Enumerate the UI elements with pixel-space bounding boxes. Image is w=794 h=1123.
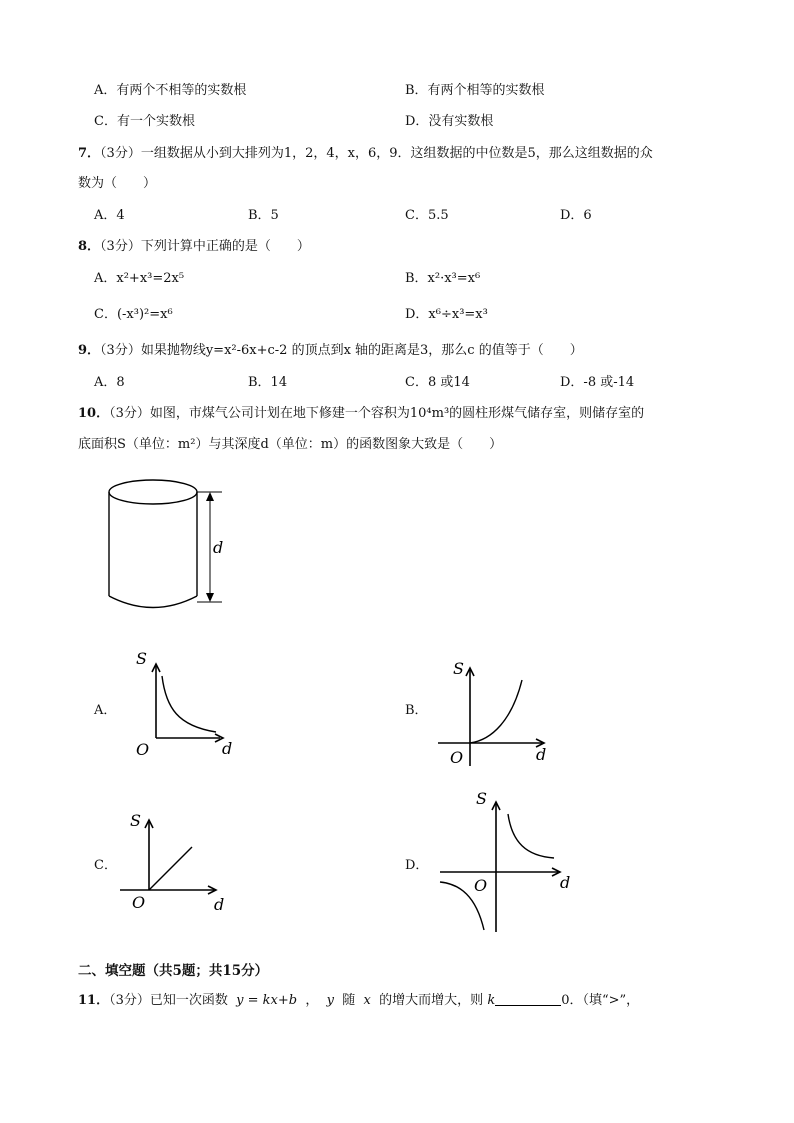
q11-text-post: 0．（填“>”， xyxy=(561,993,640,1008)
graph-b-origin-label: O xyxy=(450,748,464,767)
q10-option-a: A． xyxy=(94,703,117,718)
graph-c-origin-label: O xyxy=(132,893,146,912)
q11-text-mid: 的增大而增大，则 xyxy=(379,993,484,1008)
q8-score: （3分） xyxy=(100,239,141,254)
q7-text-line1: 一组数据从小到大排列为1，2，4，x，6，9．这组数据的中位数是5，那么这组数据的众 xyxy=(140,146,653,161)
q11-comma: ， xyxy=(305,993,319,1008)
q10-option-b: B． xyxy=(405,703,428,718)
graph-a-s-label: S xyxy=(136,649,147,668)
cylinder-top-ellipse xyxy=(109,480,197,504)
q8-option-a: A．x²+x³=2x⁵ xyxy=(94,271,185,286)
q11-var-y: y xyxy=(326,993,334,1008)
q10-stem xyxy=(78,406,644,422)
graph-d xyxy=(434,786,584,936)
graph-d-origin-label: O xyxy=(474,876,488,895)
q7-stem xyxy=(78,146,653,162)
graph-d-d-label: d xyxy=(560,873,571,892)
q9-option-d: D．-8 或-14 xyxy=(560,375,635,390)
q10-score: （3分） xyxy=(109,406,150,421)
graph-c-line xyxy=(149,847,192,890)
q7-option-c: C．5.5 xyxy=(405,208,449,223)
graph-b-s-label: S xyxy=(453,659,464,678)
q9-number: 9． xyxy=(78,343,101,358)
q9-text: 如果抛物线y=x²-6x+c-2 的顶点到x 轴的距离是3，那么c 的值等于（ ） xyxy=(140,343,583,358)
q11-function: y = kx+b xyxy=(236,993,298,1008)
q10-text-line1: 如图，市煤气公司计划在地下修建一个容积为10⁴m³的圆柱形煤气储存室，则储存室的 xyxy=(149,406,645,421)
q11-stem xyxy=(78,993,639,1009)
q11-number: 11． xyxy=(78,993,110,1008)
graph-a-curve xyxy=(162,676,216,732)
cylinder-depth-label: d xyxy=(213,538,224,557)
q11-text-pre: 已知一次函数 xyxy=(149,993,228,1008)
q7-text-line2: 数为（ ） xyxy=(78,176,157,191)
graph-d-s-label: S xyxy=(476,789,487,808)
q10-option-c: C． xyxy=(94,858,117,873)
q10-option-d: D． xyxy=(405,858,429,873)
q7-option-a: A．4 xyxy=(94,208,125,223)
q8-number: 8． xyxy=(78,239,101,254)
dimension-arrow-down xyxy=(206,593,214,602)
q8-text: 下列计算中正确的是（ ） xyxy=(140,239,310,254)
q7-option-b: B．5 xyxy=(248,208,279,223)
q11-var-x: x xyxy=(363,993,371,1008)
cylinder-figure xyxy=(100,474,230,614)
q11-score: （3分） xyxy=(109,993,150,1008)
graph-b xyxy=(430,650,560,770)
q7-score: （3分） xyxy=(100,146,141,161)
graph-c-s-label: S xyxy=(130,811,141,830)
q7-number: 7． xyxy=(78,146,101,161)
section-title-fill-in: 二、填空题（共5题；共15分） xyxy=(78,963,269,979)
graph-d-curve-positive xyxy=(508,814,554,858)
graph-c-d-label: d xyxy=(214,895,225,914)
q6-option-c: C．有一个实数根 xyxy=(94,114,195,129)
graph-a-origin-label: O xyxy=(136,740,150,759)
q8-option-d: D．x⁶÷x³=x³ xyxy=(405,307,488,322)
graph-b-curve xyxy=(470,680,522,743)
q9-score: （3分） xyxy=(100,343,141,358)
q8-option-c: C．(-x³)²=x⁶ xyxy=(94,307,173,322)
graph-c xyxy=(118,812,248,922)
q11-text-follow: 随 xyxy=(342,993,356,1008)
q9-option-c: C．8 或14 xyxy=(405,375,470,390)
q7-option-d: D．6 xyxy=(560,208,592,223)
cylinder-bottom-arc xyxy=(109,596,197,608)
q8-option-b: B．x²·x³=x⁶ xyxy=(405,271,481,286)
graph-b-d-label: d xyxy=(536,745,547,764)
q9-stem xyxy=(78,343,583,359)
dimension-arrow-up xyxy=(206,492,214,501)
q10-text-line2: 底面积S（单位：m²）与其深度d（单位：m）的函数图象大致是（ ） xyxy=(78,437,503,452)
q6-option-b: B．有两个相等的实数根 xyxy=(405,83,545,98)
q8-stem xyxy=(78,239,310,255)
q11-answer-blank[interactable] xyxy=(495,993,561,1006)
q6-option-d: D．没有实数根 xyxy=(405,114,494,129)
graph-a-d-label: d xyxy=(222,739,233,758)
graph-a xyxy=(120,648,250,768)
q10-number: 10． xyxy=(78,406,110,421)
q9-option-b: B．14 xyxy=(248,375,288,390)
q9-option-a: A．8 xyxy=(94,375,125,390)
q11-var-k: k xyxy=(487,993,496,1008)
q6-option-a: A．有两个不相等的实数根 xyxy=(94,83,247,98)
